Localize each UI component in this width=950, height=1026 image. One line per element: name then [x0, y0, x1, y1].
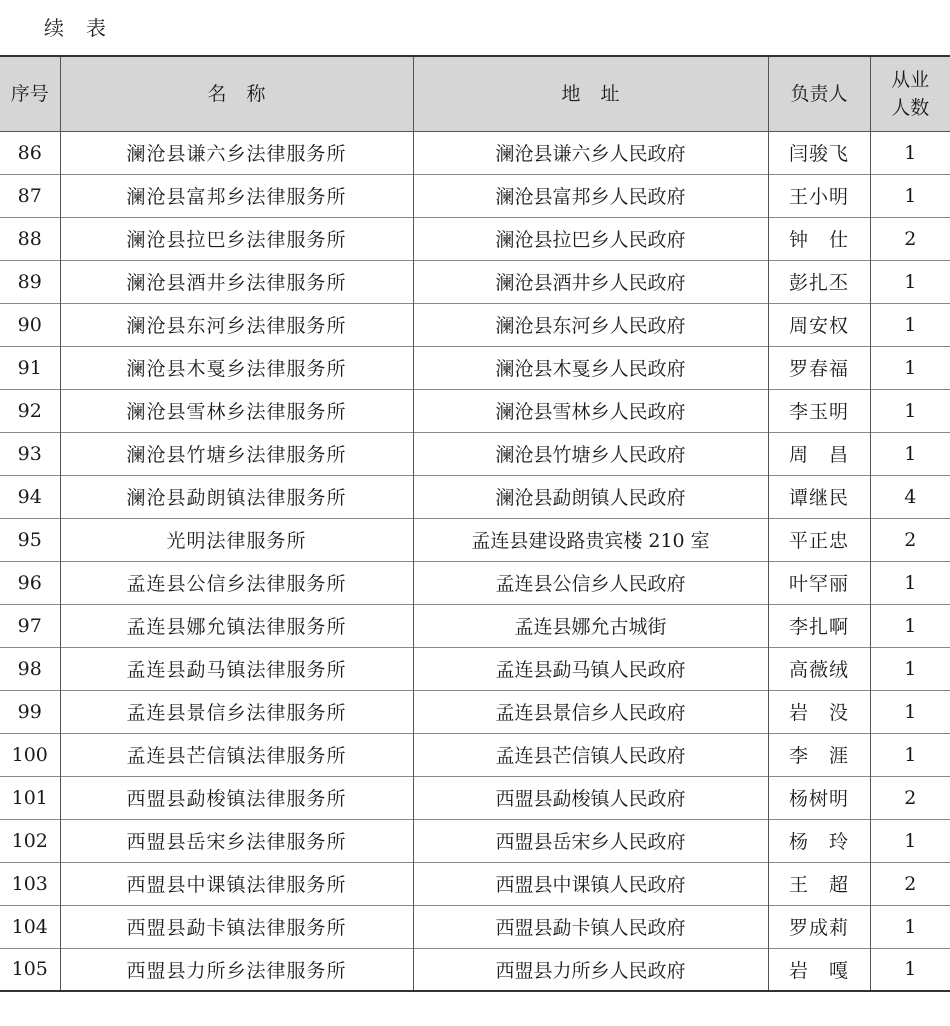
cell-head: 杨 玲	[768, 819, 870, 862]
cell-address: 孟连县娜允古城街	[413, 604, 768, 647]
table-row	[0, 174, 950, 217]
cell-count: 1	[870, 346, 950, 389]
header-seq: 序号	[0, 56, 60, 131]
table-row	[0, 819, 950, 862]
cell-address: 澜沧县雪林乡人民政府	[413, 389, 768, 432]
cell-name: 光明法律服务所	[60, 518, 413, 561]
cell-seq: 93	[0, 432, 60, 475]
cell-count: 2	[870, 862, 950, 905]
cell-seq: 95	[0, 518, 60, 561]
header-count: 从业 人数	[870, 56, 950, 131]
cell-count: 1	[870, 948, 950, 991]
cell-head: 李 涯	[768, 733, 870, 776]
cell-head: 王小明	[768, 174, 870, 217]
cell-name: 西盟县勐梭镇法律服务所	[60, 776, 413, 819]
header-row	[0, 56, 950, 131]
cell-head: 杨树明	[768, 776, 870, 819]
table-row	[0, 475, 950, 518]
cell-count: 1	[870, 733, 950, 776]
cell-name: 澜沧县木戛乡法律服务所	[60, 346, 413, 389]
cell-name: 孟连县娜允镇法律服务所	[60, 604, 413, 647]
cell-count: 1	[870, 604, 950, 647]
cell-address: 澜沧县勐朗镇人民政府	[413, 475, 768, 518]
table-row	[0, 346, 950, 389]
table-row	[0, 432, 950, 475]
table-row	[0, 260, 950, 303]
cell-count: 1	[870, 432, 950, 475]
cell-seq: 97	[0, 604, 60, 647]
header-head: 负责人	[768, 56, 870, 131]
table-row	[0, 690, 950, 733]
cell-count: 2	[870, 217, 950, 260]
table-caption: 续表	[44, 16, 128, 40]
cell-address: 孟连县芒信镇人民政府	[413, 733, 768, 776]
cell-address: 澜沧县东河乡人民政府	[413, 303, 768, 346]
cell-address: 澜沧县竹塘乡人民政府	[413, 432, 768, 475]
cell-name: 西盟县岳宋乡法律服务所	[60, 819, 413, 862]
cell-name: 西盟县勐卡镇法律服务所	[60, 905, 413, 948]
cell-count: 1	[870, 690, 950, 733]
table-row	[0, 776, 950, 819]
cell-count: 2	[870, 776, 950, 819]
cell-count: 1	[870, 905, 950, 948]
cell-address: 西盟县中课镇人民政府	[413, 862, 768, 905]
cell-seq: 100	[0, 733, 60, 776]
cell-seq: 103	[0, 862, 60, 905]
cell-head: 王 超	[768, 862, 870, 905]
cell-seq: 101	[0, 776, 60, 819]
table-row	[0, 518, 950, 561]
cell-seq: 96	[0, 561, 60, 604]
cell-count: 1	[870, 303, 950, 346]
cell-address: 西盟县岳宋乡人民政府	[413, 819, 768, 862]
cell-address: 西盟县勐卡镇人民政府	[413, 905, 768, 948]
cell-address: 孟连县景信乡人民政府	[413, 690, 768, 733]
cell-head: 罗春福	[768, 346, 870, 389]
cell-address: 孟连县建设路贵宾楼 210 室	[413, 518, 768, 561]
cell-head: 李扎啊	[768, 604, 870, 647]
cell-name: 澜沧县东河乡法律服务所	[60, 303, 413, 346]
cell-address: 澜沧县木戛乡人民政府	[413, 346, 768, 389]
cell-name: 澜沧县酒井乡法律服务所	[60, 260, 413, 303]
cell-address: 孟连县公信乡人民政府	[413, 561, 768, 604]
cell-name: 孟连县公信乡法律服务所	[60, 561, 413, 604]
cell-head: 岩 没	[768, 690, 870, 733]
cell-count: 1	[870, 131, 950, 174]
header-name: 名称	[60, 56, 413, 131]
cell-head: 闫骏飞	[768, 131, 870, 174]
cell-head: 罗成莉	[768, 905, 870, 948]
cell-address: 澜沧县拉巴乡人民政府	[413, 217, 768, 260]
cell-name: 孟连县勐马镇法律服务所	[60, 647, 413, 690]
cell-address: 澜沧县富邦乡人民政府	[413, 174, 768, 217]
cell-head: 周 昌	[768, 432, 870, 475]
cell-head: 李玉明	[768, 389, 870, 432]
table-body	[0, 131, 950, 991]
cell-address: 澜沧县酒井乡人民政府	[413, 260, 768, 303]
header-address: 地址	[413, 56, 768, 131]
cell-head: 高薇绒	[768, 647, 870, 690]
cell-address: 孟连县勐马镇人民政府	[413, 647, 768, 690]
cell-name: 澜沧县勐朗镇法律服务所	[60, 475, 413, 518]
law-service-table	[0, 55, 950, 992]
table-row	[0, 647, 950, 690]
table-row	[0, 303, 950, 346]
cell-seq: 88	[0, 217, 60, 260]
cell-seq: 86	[0, 131, 60, 174]
table-row	[0, 389, 950, 432]
cell-count: 1	[870, 819, 950, 862]
cell-seq: 87	[0, 174, 60, 217]
cell-name: 澜沧县雪林乡法律服务所	[60, 389, 413, 432]
cell-seq: 105	[0, 948, 60, 991]
cell-address: 西盟县力所乡人民政府	[413, 948, 768, 991]
cell-address: 澜沧县谦六乡人民政府	[413, 131, 768, 174]
cell-seq: 104	[0, 905, 60, 948]
table-row	[0, 217, 950, 260]
cell-head: 岩 嘎	[768, 948, 870, 991]
cell-name: 西盟县力所乡法律服务所	[60, 948, 413, 991]
table-row	[0, 561, 950, 604]
cell-head: 钟 仕	[768, 217, 870, 260]
cell-name: 澜沧县拉巴乡法律服务所	[60, 217, 413, 260]
cell-count: 4	[870, 475, 950, 518]
cell-head: 谭继民	[768, 475, 870, 518]
cell-name: 孟连县景信乡法律服务所	[60, 690, 413, 733]
cell-seq: 99	[0, 690, 60, 733]
cell-seq: 98	[0, 647, 60, 690]
cell-count: 1	[870, 174, 950, 217]
cell-head: 叶罕丽	[768, 561, 870, 604]
cell-name: 澜沧县竹塘乡法律服务所	[60, 432, 413, 475]
cell-count: 1	[870, 260, 950, 303]
cell-head: 彭扎丕	[768, 260, 870, 303]
cell-count: 2	[870, 518, 950, 561]
cell-seq: 102	[0, 819, 60, 862]
cell-seq: 91	[0, 346, 60, 389]
table-row	[0, 948, 950, 991]
table-header	[0, 56, 950, 131]
cell-name: 澜沧县富邦乡法律服务所	[60, 174, 413, 217]
cell-seq: 90	[0, 303, 60, 346]
table-row	[0, 905, 950, 948]
table-row	[0, 604, 950, 647]
table-row	[0, 733, 950, 776]
cell-count: 1	[870, 647, 950, 690]
cell-address: 西盟县勐梭镇人民政府	[413, 776, 768, 819]
table-row	[0, 862, 950, 905]
cell-name: 孟连县芒信镇法律服务所	[60, 733, 413, 776]
table-row	[0, 131, 950, 174]
cell-name: 西盟县中课镇法律服务所	[60, 862, 413, 905]
cell-head: 周安权	[768, 303, 870, 346]
cell-head: 平正忠	[768, 518, 870, 561]
cell-seq: 92	[0, 389, 60, 432]
cell-count: 1	[870, 561, 950, 604]
cell-seq: 94	[0, 475, 60, 518]
cell-seq: 89	[0, 260, 60, 303]
cell-count: 1	[870, 389, 950, 432]
cell-name: 澜沧县谦六乡法律服务所	[60, 131, 413, 174]
